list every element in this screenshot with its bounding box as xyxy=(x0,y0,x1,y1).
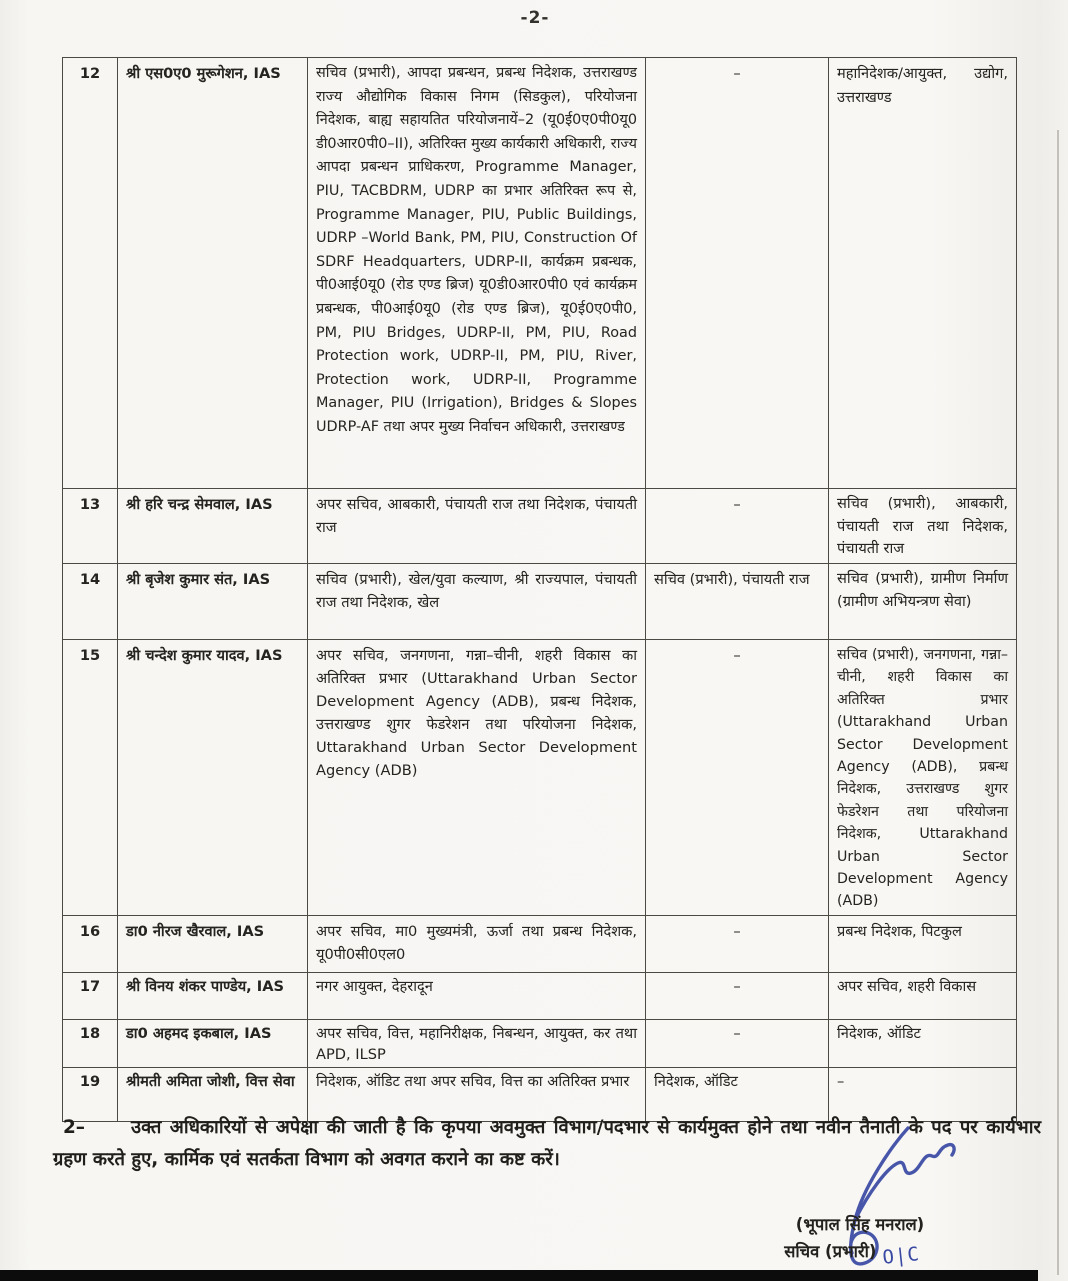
serial-cell: 13 xyxy=(63,489,118,564)
scan-bottom-bar-artifact xyxy=(0,1270,1038,1281)
table-row xyxy=(63,972,1017,1019)
current-charge-cell: अपर सचिव, आबकारी, पंचायती राज तथा निदेशक, पंचायती राज xyxy=(308,489,646,564)
table-row xyxy=(63,564,1017,640)
signatory-title: सचिव (प्रभारी) O|C xyxy=(784,1242,922,1269)
serial-cell: 12 xyxy=(63,58,118,489)
current-charge-cell: सचिव (प्रभारी), आपदा प्रबन्धन, प्रबन्ध निदेशक, उत्तराखण्ड राज्य औद्योगिक विकास निगम (सिडकुल), परियोजना निदेशक, बाह्य सहायतित परियोजनायें–2 (यू0ई0ए0पी0यू0 डी0आर0पी0–II), अतिरिक्त मुख्य कार्यकारी अधिकारी, राज्य आपदा प्रबन्धन प्राधिकरण, Programme Manager, PIU, TACBDRM, UDRP का प्रभार अतिरिक्त रूप से, Programme Manager, PIU, Public Buildings, UDRP –World Bank, PM, PIU, Construction Of SDRF Headquarters, UDRP-II, कार्यक्रम प्रबन्धक, पी0आई0यू0 (रोड एण्ड ब्रिज) यू0डी0आर0पी0 एवं कार्यक्रम प्रबन्धक, पी0आई0यू0 (रोड एण्ड ब्रिज), यू0ई0ए0पी0, PM, PIU Bridges, UDRP-II, PM, PIU, Road Protection work, UDRP-II, PM, PIU, River, Protection work, UDRP-II, Programme Manager, PIU (Irrigation), Bridges & Slopes UDRP-AF तथा अपर मुख्य निर्वाचन अधिकारी, उत्तराखण्ड xyxy=(308,58,646,489)
current-charge-cell: निदेशक, ऑडिट तथा अपर सचिव, वित्त का अतिरिक्त प्रभार xyxy=(308,1067,646,1121)
closing-paragraph xyxy=(53,1112,1041,1175)
new-posting-cell: महानिदेशक/आयुक्त, उद्योग, उत्तराखण्ड xyxy=(829,58,1017,489)
officer-transfer-table xyxy=(62,57,1017,1122)
paragraph-number: 2– xyxy=(63,1117,85,1138)
released-charge-cell: – xyxy=(646,915,829,972)
table-row xyxy=(63,1019,1017,1067)
serial-cell: 17 xyxy=(63,972,118,1019)
officer-name-cell: श्रीमती अमिता जोशी, वित्त सेवा xyxy=(118,1067,308,1121)
new-posting-cell: अपर सचिव, शहरी विकास xyxy=(829,972,1017,1019)
signatory-name: (भूपाल सिंह मनराल) xyxy=(795,1215,925,1234)
new-posting-cell: सचिव (प्रभारी), ग्रामीण निर्माण (ग्रामीण अभियन्त्रण सेवा) xyxy=(829,564,1017,640)
paragraph-text: उक्त अधिकारियों से अपेक्षा की जाती है कि कृपया अवमुक्त विभाग/पदभार से कार्यमुक्त होने तथा नवीन तैनाती के पद पर कार्यभार ग्रहण करते हुए, कार्मिक एवं सतर्कता विभाग को अवगत कराने का कष्ट करें। xyxy=(53,1117,1041,1170)
table-row xyxy=(63,489,1017,564)
table-row xyxy=(63,640,1017,916)
officer-name-cell: श्री हरि चन्द्र सेमवाल, IAS xyxy=(118,489,308,564)
officer-name-cell: डा0 नीरज खैरवाल, IAS xyxy=(118,915,308,972)
new-posting-cell: प्रबन्ध निदेशक, पिटकुल xyxy=(829,915,1017,972)
serial-cell: 19 xyxy=(63,1067,118,1121)
page-number: -2- xyxy=(520,8,550,28)
officer-name-cell: श्री एस0ए0 मुरूगेशन, IAS xyxy=(118,58,308,489)
current-charge-cell: अपर सचिव, जनगणना, गन्ना–चीनी, शहरी विकास का अतिरिक्त प्रभार (Uttarakhand Urban Sector Development Agency (ADB), प्रबन्ध निदेशक, उत्तराखण्ड शुगर फेडरेशन तथा परियोजना निदेशक, Uttarakhand Urban Sector Development Agency (ADB) xyxy=(308,640,646,916)
released-charge-cell: – xyxy=(646,972,829,1019)
released-charge-cell: – xyxy=(646,58,829,489)
serial-cell: 15 xyxy=(63,640,118,916)
scan-edge-artifact xyxy=(1057,130,1059,1275)
released-charge-cell: सचिव (प्रभारी), पंचायती राज xyxy=(646,564,829,640)
table-row xyxy=(63,58,1017,489)
serial-cell: 16 xyxy=(63,915,118,972)
new-posting-cell: निदेशक, ऑडिट xyxy=(829,1019,1017,1067)
officer-name-cell: श्री चन्देश कुमार यादव, IAS xyxy=(118,640,308,916)
officer-name-cell: डा0 अहमद इकबाल, IAS xyxy=(118,1019,308,1067)
current-charge-cell: अपर सचिव, वित्त, महानिरीक्षक, निबन्धन, आयुक्त, कर तथा APD, ILSP xyxy=(308,1019,646,1067)
signature-block xyxy=(720,1212,1000,1269)
serial-cell: 18 xyxy=(63,1019,118,1067)
table-row xyxy=(63,915,1017,972)
new-posting-cell: सचिव (प्रभारी), जनगणना, गन्ना–चीनी, शहरी विकास का अतिरिक्त प्रभार (Uttarakhand Urban Sector Development Agency (ADB), प्रबन्ध निदेशक, उत्तराखण्ड शुगर फेडरेशन तथा परियोजना निदेशक, Uttarakhand Urban Sector Development Agency (ADB) xyxy=(829,640,1017,916)
released-charge-cell: निदेशक, ऑडिट xyxy=(646,1067,829,1121)
signature-annotation: O|C xyxy=(881,1243,922,1269)
current-charge-cell: नगर आयुक्त, देहरादून xyxy=(308,972,646,1019)
released-charge-cell: – xyxy=(646,1019,829,1067)
current-charge-cell: अपर सचिव, मा0 मुख्यमंत्री, ऊर्जा तथा प्रबन्ध निदेशक, यू0पी0सी0एल0 xyxy=(308,915,646,972)
released-charge-cell: – xyxy=(646,489,829,564)
new-posting-cell: – xyxy=(829,1067,1017,1121)
new-posting-cell: सचिव (प्रभारी), आबकारी, पंचायती राज तथा निदेशक, पंचायती राज xyxy=(829,489,1017,564)
officer-name-cell: श्री बृजेश कुमार संत, IAS xyxy=(118,564,308,640)
current-charge-cell: सचिव (प्रभारी), खेल/युवा कल्याण, श्री राज्यपाल, पंचायती राज तथा निदेशक, खेल xyxy=(308,564,646,640)
serial-cell: 14 xyxy=(63,564,118,640)
released-charge-cell: – xyxy=(646,640,829,916)
officer-name-cell: श्री विनय शंकर पाण्डेय, IAS xyxy=(118,972,308,1019)
